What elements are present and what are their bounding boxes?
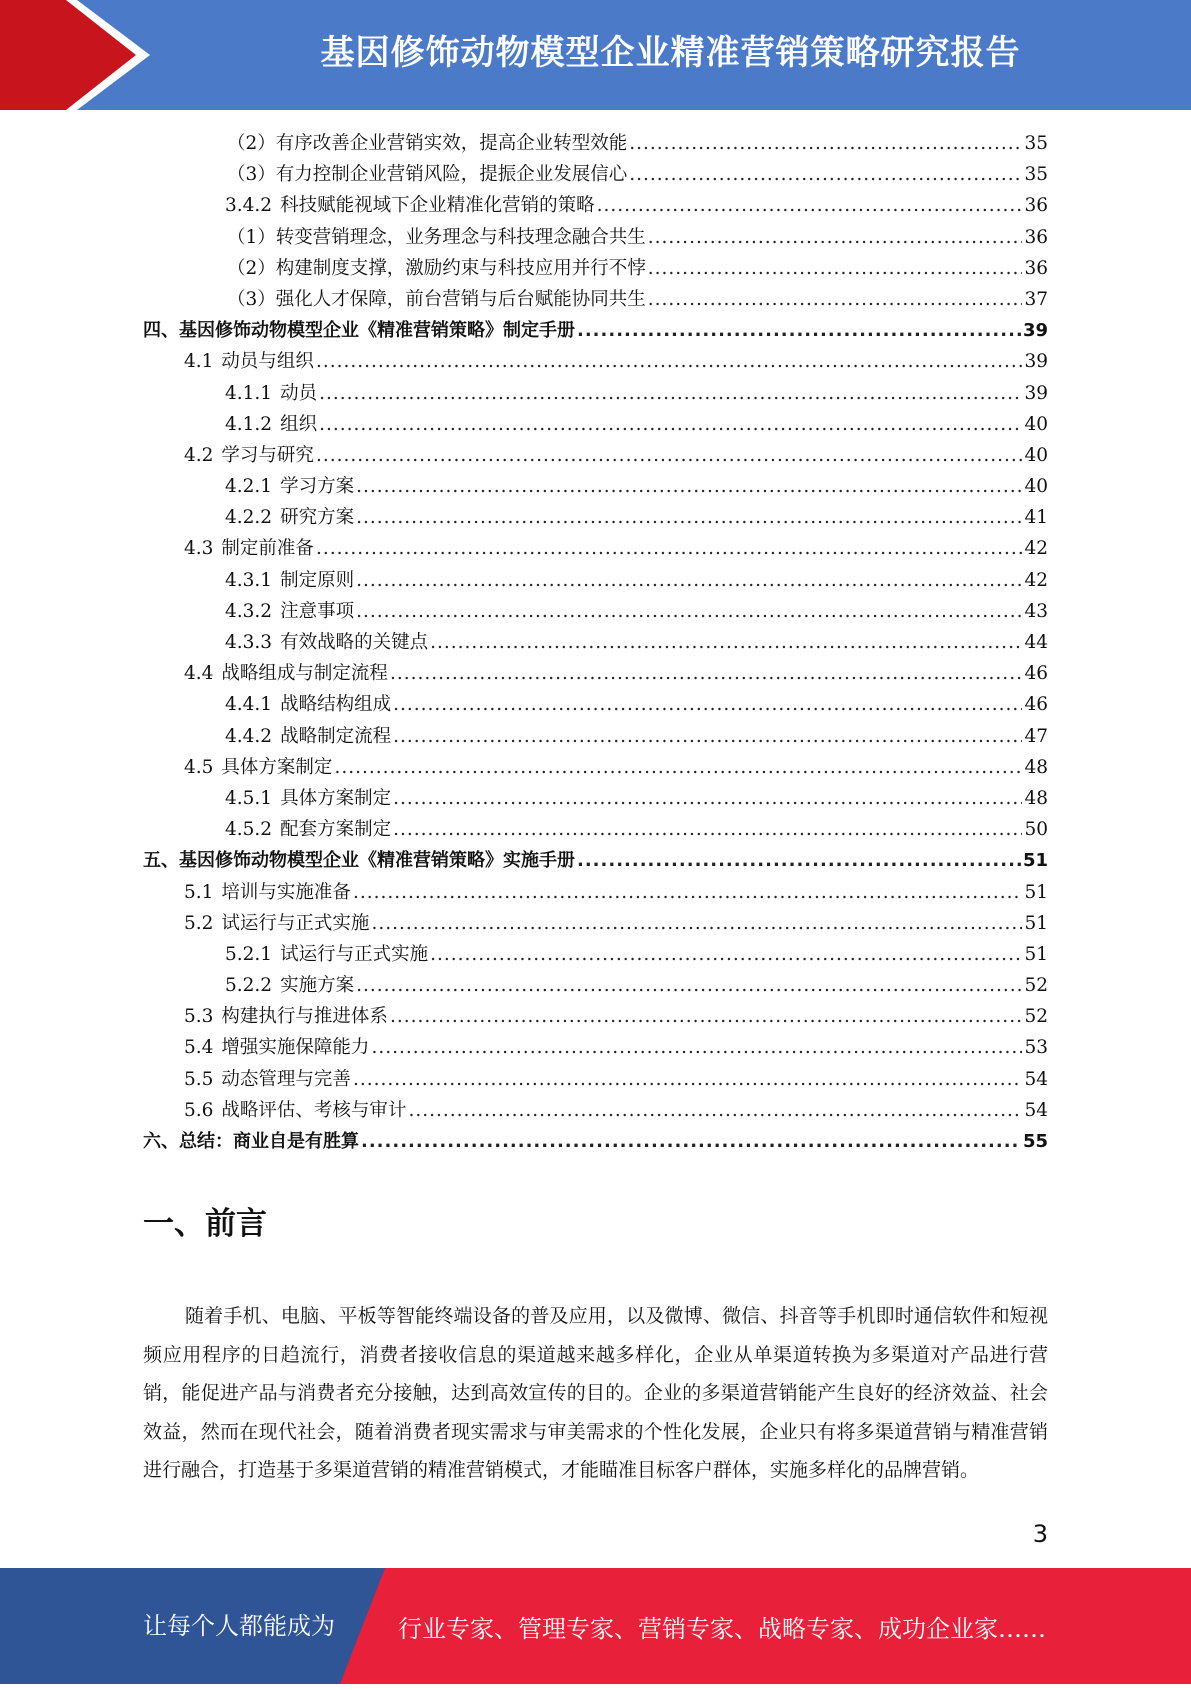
toc-entry-page: 42 xyxy=(1024,569,1048,591)
toc-entry[interactable] xyxy=(143,628,1048,659)
toc-entry-number: 4.1.2 xyxy=(225,413,273,435)
toc-entry[interactable] xyxy=(143,534,1048,565)
toc-entry-title xyxy=(225,784,393,810)
toc-dot-leader xyxy=(361,1131,1021,1152)
toc-entry-page: 39 xyxy=(1024,351,1048,373)
toc-entry[interactable] xyxy=(143,878,1048,909)
toc-entry-page: 55 xyxy=(1022,1131,1048,1152)
toc-entry-page: 41 xyxy=(1024,507,1048,529)
toc-entry-title xyxy=(227,129,629,155)
toc-entry-label: 制定原则 xyxy=(280,569,355,591)
toc-entry[interactable] xyxy=(143,690,1048,721)
intro-paragraph: 随着手机、电脑、平板等智能终端设备的普及应用，以及微博、微信、抖音等手机即时通信软件和短视频应用程序的日趋流行，消费者接收信息的渠道越来越多样化，企业从单渠道转换为多渠道对产品进行营销，能促进产品与消费者充分接触，达到高效宣传的目的。企业的多渠道营销能产生良好的经济效益、社会效益，然而在现代社会，随着消费者现实需求与审美需求的个性化发展，企业只有将多渠道营销与精准营销进行融合，打造基于多渠道营销的精准营销模式，才能瞄准目标客户群体，实施多样化的品牌营销。 xyxy=(143,1305,1048,1481)
toc-dot-leader xyxy=(393,788,1022,809)
toc-entry-label: 具体方案制定 xyxy=(280,787,392,809)
toc-entry-number: 5.5 xyxy=(184,1068,214,1090)
toc-entry-page: 52 xyxy=(1024,1006,1048,1028)
toc-entry[interactable] xyxy=(143,472,1048,503)
toc-entry-title xyxy=(225,597,356,623)
toc-entry-title xyxy=(225,191,597,217)
toc-entry[interactable] xyxy=(143,722,1048,753)
toc-entry-page: 35 xyxy=(1024,164,1048,186)
page-number: 3 xyxy=(1032,1520,1048,1548)
toc-entry-label: 研究方案 xyxy=(280,507,355,529)
toc-entry-label: 学习方案 xyxy=(280,476,355,498)
toc-entry[interactable] xyxy=(143,1096,1048,1127)
toc-entry-title xyxy=(184,1033,371,1059)
toc-dot-leader xyxy=(371,1037,1022,1058)
toc-entry-page: 44 xyxy=(1024,632,1048,653)
toc-entry[interactable] xyxy=(143,223,1048,254)
toc-entry-number: 5.2.1 xyxy=(225,943,273,965)
toc-dot-leader xyxy=(430,944,1022,965)
toc-entry-label: 增强实施保障能力 xyxy=(221,1037,370,1059)
toc-entry[interactable] xyxy=(143,784,1048,815)
toc-entry[interactable] xyxy=(143,191,1048,222)
toc-dot-leader xyxy=(597,195,1023,216)
toc-dot-leader xyxy=(356,507,1022,528)
toc-entry-label: （1）转变营销理念，业务理念与科技理念融合共生 xyxy=(227,226,646,248)
toc-entry-number: 3.4.2 xyxy=(225,195,273,217)
toc-entry-number: 4.4 xyxy=(184,663,214,685)
toc-entry[interactable] xyxy=(143,753,1048,784)
toc-entry-page: 40 xyxy=(1024,444,1048,466)
toc-entry-label: （2）有序改善企业营销实效，提高企业转型效能 xyxy=(227,133,628,154)
toc-entry-title xyxy=(184,534,316,560)
toc-entry-page: 51 xyxy=(1024,943,1048,965)
toc-dot-leader xyxy=(353,882,1023,903)
toc-entry-title xyxy=(225,379,319,405)
toc-entry-title xyxy=(227,160,629,186)
toc-entry-page: 43 xyxy=(1024,600,1048,622)
toc-entry-page: 35 xyxy=(1024,133,1048,154)
toc-entry-label: 试运行与正式实施 xyxy=(280,943,429,965)
toc-entry-label: 注意事项 xyxy=(280,600,355,622)
toc-entry[interactable] xyxy=(143,566,1048,597)
toc-entry-page: 48 xyxy=(1024,756,1048,778)
toc-entry-title xyxy=(225,815,393,841)
toc-entry-label: 试运行与正式实施 xyxy=(221,912,370,934)
toc-dot-leader xyxy=(316,445,1023,466)
toc-entry-label: 具体方案制定 xyxy=(221,756,333,778)
toc-entry[interactable] xyxy=(143,441,1048,472)
toc-entry-title xyxy=(225,410,319,436)
toc-entry-page: 39 xyxy=(1022,320,1048,342)
toc-dot-leader xyxy=(356,975,1022,996)
toc-dot-leader xyxy=(577,320,1021,341)
toc-entry-title xyxy=(184,1065,353,1091)
toc-entry-label: 动员 xyxy=(280,382,318,404)
toc-dot-leader xyxy=(371,913,1022,934)
toc-entry-label: 战略制定流程 xyxy=(280,725,392,747)
toc-entry-page: 42 xyxy=(1024,538,1048,560)
toc-entry[interactable] xyxy=(143,160,1048,191)
toc-entry[interactable] xyxy=(143,316,1048,347)
section-title: 一、前言 xyxy=(143,1206,267,1242)
toc-entry-number: 5.1 xyxy=(184,881,214,903)
toc-entry[interactable] xyxy=(143,379,1048,410)
toc-entry-title xyxy=(227,285,648,311)
toc-entry-number: 4.2.1 xyxy=(225,476,273,498)
toc-entry-label: 战略结构组成 xyxy=(280,694,392,716)
toc-entry-number: 4.2.2 xyxy=(225,507,273,529)
toc-entry-number: 5.3 xyxy=(184,1006,214,1028)
toc-dot-leader xyxy=(577,850,1021,871)
toc-entry[interactable] xyxy=(143,129,1048,160)
toc-dot-leader xyxy=(648,289,1023,310)
toc-entry-title xyxy=(184,1002,390,1028)
toc-entry-title xyxy=(225,628,430,654)
toc-dot-leader xyxy=(393,694,1022,715)
toc-dot-leader xyxy=(629,164,1022,185)
toc-entry-label: 六、总结：商业自是有胜算 xyxy=(143,1131,359,1152)
toc-entry[interactable] xyxy=(143,1127,1048,1158)
toc-entry-title xyxy=(143,316,577,342)
toc-entry-label: 配套方案制定 xyxy=(280,819,392,841)
toc-dot-leader xyxy=(393,726,1022,747)
toc-dot-leader xyxy=(390,1006,1023,1027)
toc-dot-leader xyxy=(316,351,1023,372)
toc-entry-number: 4.4.1 xyxy=(225,694,273,716)
toc-dot-leader xyxy=(648,258,1023,279)
toc-entry-title xyxy=(227,254,648,280)
toc-entry[interactable] xyxy=(143,285,1048,316)
toc-entry-title xyxy=(184,753,334,779)
toc-entry-title xyxy=(225,971,356,997)
toc-entry-number: 4.1 xyxy=(184,351,214,373)
toc-entry-title xyxy=(225,503,356,529)
toc-entry-title xyxy=(225,472,356,498)
toc-entry-title xyxy=(225,566,356,592)
toc-entry-page: 51 xyxy=(1024,881,1048,903)
toc-entry[interactable] xyxy=(143,347,1048,378)
toc-entry-label: 科技赋能视域下企业精准化营销的策略 xyxy=(280,195,595,217)
toc-dot-leader xyxy=(353,1069,1023,1090)
footer-slogan-left: 让每个人都能成为 xyxy=(143,1612,335,1640)
toc-entry-number: 4.5 xyxy=(184,756,214,778)
page-footer xyxy=(0,1568,1191,1684)
toc-dot-leader xyxy=(356,601,1022,622)
toc-entry-number: 4.5.1 xyxy=(225,787,273,809)
report-title: 基因修饰动物模型企业精准营销策略研究报告 xyxy=(320,33,1021,73)
toc-entry-page: 51 xyxy=(1022,850,1048,872)
toc-entry-label: 有效战略的关键点 xyxy=(280,632,429,653)
toc-entry-label: 五、基因修饰动物模型企业《精准营销策略》实施手册 xyxy=(143,850,575,872)
toc-entry-number: 4.4.2 xyxy=(225,725,273,747)
toc-entry-label: 战略组成与制定流程 xyxy=(221,663,388,685)
toc-entry-title xyxy=(227,223,648,249)
toc-entry-title xyxy=(225,690,393,716)
toc-entry[interactable] xyxy=(143,815,1048,846)
toc-entry-label: 培训与实施准备 xyxy=(221,881,351,903)
toc-entry-label: 四、基因修饰动物模型企业《精准营销策略》制定手册 xyxy=(143,320,575,342)
toc-entry-title xyxy=(184,878,353,904)
toc-entry-title xyxy=(184,909,371,935)
toc-entry[interactable] xyxy=(143,597,1048,628)
toc-entry-label: 动员与组织 xyxy=(221,351,314,373)
toc-entry-title xyxy=(143,846,577,872)
toc-entry-label: 战略评估、考核与审计 xyxy=(221,1099,407,1121)
toc-entry-page: 37 xyxy=(1024,288,1048,310)
toc-entry-page: 47 xyxy=(1024,725,1048,747)
toc-entry-page: 39 xyxy=(1024,382,1048,404)
toc-dot-leader xyxy=(629,133,1022,154)
toc-dot-leader xyxy=(334,757,1022,778)
toc-entry-number: 4.1.1 xyxy=(225,382,273,404)
toc-entry-title xyxy=(225,940,430,966)
toc-entry-label: （3）有力控制企业营销风险，提振企业发展信心 xyxy=(227,164,628,186)
toc-entry-page: 48 xyxy=(1024,787,1048,809)
toc-entry-page: 36 xyxy=(1024,226,1048,248)
toc-entry-label: （3）强化人才保障，前台营销与后台赋能协同共生 xyxy=(227,288,646,310)
toc-entry-title xyxy=(225,722,393,748)
toc-entry-label: （2）构建制度支撑，激励约束与科技应用并行不悖 xyxy=(227,257,646,279)
toc-entry-number: 4.3.1 xyxy=(225,569,273,591)
toc-entry-label: 构建执行与推进体系 xyxy=(221,1006,388,1028)
toc-entry-page: 46 xyxy=(1024,663,1048,685)
toc-entry-title xyxy=(184,1096,408,1122)
toc-entry-title xyxy=(184,659,390,685)
toc-entry[interactable] xyxy=(143,659,1048,690)
table-of-contents xyxy=(143,129,1048,1158)
page-header xyxy=(0,0,1191,110)
toc-entry-number: 5.2 xyxy=(184,912,214,934)
toc-entry[interactable] xyxy=(143,971,1048,1002)
toc-entry-number: 4.3.2 xyxy=(225,600,273,622)
toc-entry-label: 动态管理与完善 xyxy=(221,1068,351,1090)
toc-entry-number: 5.2.2 xyxy=(225,975,273,997)
toc-dot-leader xyxy=(430,632,1022,653)
toc-entry-number: 5.6 xyxy=(184,1099,214,1121)
toc-dot-leader xyxy=(356,476,1022,497)
toc-entry[interactable] xyxy=(143,846,1048,877)
toc-entry-page: 46 xyxy=(1024,694,1048,716)
toc-dot-leader xyxy=(319,414,1022,435)
toc-entry-page: 52 xyxy=(1024,975,1048,997)
toc-entry[interactable] xyxy=(143,909,1048,940)
toc-dot-leader xyxy=(390,663,1023,684)
toc-entry[interactable] xyxy=(143,1002,1048,1033)
toc-dot-leader xyxy=(356,570,1022,591)
toc-dot-leader xyxy=(648,227,1023,248)
toc-dot-leader xyxy=(316,538,1023,559)
toc-entry-label: 学习与研究 xyxy=(221,444,314,466)
toc-dot-leader xyxy=(319,383,1022,404)
toc-entry[interactable] xyxy=(143,1033,1048,1064)
toc-entry-page: 36 xyxy=(1024,257,1048,279)
toc-dot-leader xyxy=(393,819,1022,840)
toc-entry[interactable] xyxy=(143,410,1048,441)
toc-entry-number: 4.5.2 xyxy=(225,819,273,841)
toc-entry-page: 40 xyxy=(1024,476,1048,498)
toc-entry-number: 4.3 xyxy=(184,538,214,560)
toc-entry-page: 50 xyxy=(1024,819,1048,841)
toc-entry-number: 4.2 xyxy=(184,444,214,466)
toc-entry[interactable] xyxy=(143,503,1048,534)
toc-entry-page: 51 xyxy=(1024,912,1048,934)
footer-slogan-right: 行业专家、管理专家、营销专家、战略专家、成功企业家…… xyxy=(398,1615,1046,1643)
toc-entry-title xyxy=(143,1127,361,1153)
toc-entry-label: 制定前准备 xyxy=(221,538,314,560)
toc-entry-number: 5.4 xyxy=(184,1037,214,1059)
toc-entry-title xyxy=(184,441,316,467)
toc-entry-label: 实施方案 xyxy=(280,975,355,997)
toc-entry-page: 53 xyxy=(1024,1037,1048,1059)
toc-entry[interactable] xyxy=(143,254,1048,285)
toc-entry-page: 54 xyxy=(1024,1068,1048,1090)
toc-entry[interactable] xyxy=(143,1065,1048,1096)
toc-entry-page: 36 xyxy=(1024,195,1048,217)
toc-entry-page: 54 xyxy=(1024,1099,1048,1121)
toc-entry-label: 组织 xyxy=(280,413,318,435)
toc-entry-title xyxy=(184,347,316,373)
toc-entry-page: 40 xyxy=(1024,413,1048,435)
toc-dot-leader xyxy=(408,1100,1022,1121)
toc-entry[interactable] xyxy=(143,940,1048,971)
toc-entry-number: 4.3.3 xyxy=(225,632,273,653)
